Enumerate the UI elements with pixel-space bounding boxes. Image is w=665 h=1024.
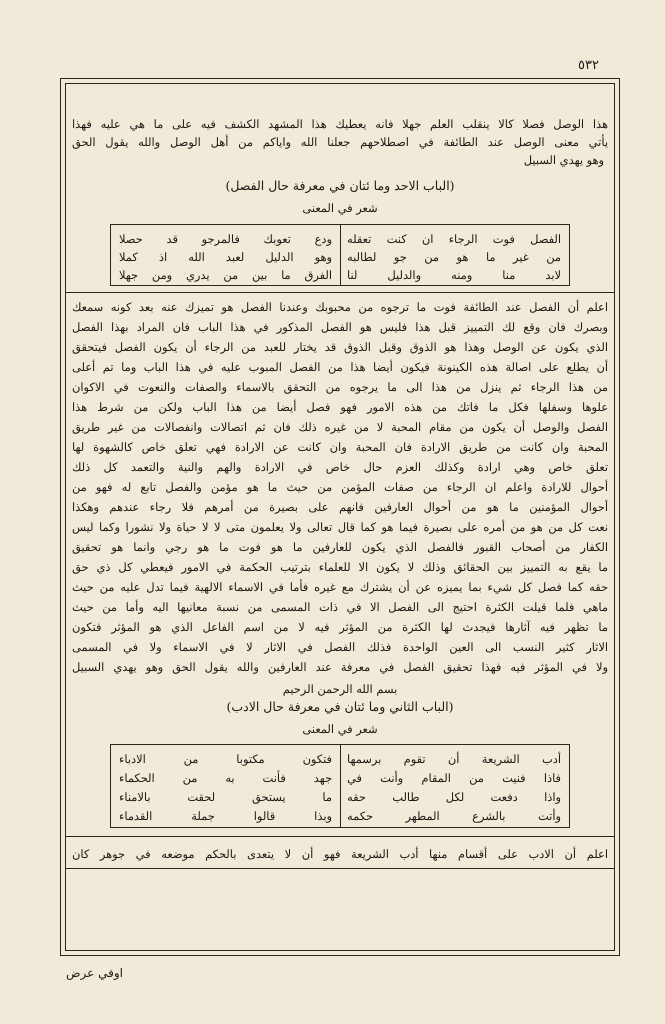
body-line: نعت كل من هو من أمره على بصيرة فيما هو كما قال تعالى ولا يعلمون متى لا لا حياة ولا نشورا وكما ليس (72, 520, 608, 534)
chapter-202-verse-label: شعر في المعنى (302, 722, 378, 736)
body-line: علوها وسفلها فكل ما فاتك من هذه الامور فهو فصل أيضا من هذا الباب ولكن من شرط هذا (72, 400, 608, 414)
poem-2-verse: جهد فأنت به من الحكماء (119, 771, 332, 785)
poem-1-verse: الفرق ما بين من يدري ومن جهلا (119, 268, 332, 282)
poem-2-verse: واذا دفعت لكل طالب حقه (347, 790, 561, 804)
body-line: الاثار كثير النسب الى العين الواحدة فذلك الفصل في الاثار لا في الاسماء ولا في المسمى (72, 640, 608, 654)
poem-2-verse: وأتت بالشرع المطهر حكمه (347, 809, 561, 823)
poem-1-box (110, 224, 570, 286)
poem-2-verse: ما يستحق لحقت بالامناء (119, 790, 332, 804)
intro-line-1: هذا الوصل فصلا كالا ينقلب العلم جهلا فانه يعطيك هذا المشهد الكشف فيه على ما هي عليه فهذا (72, 117, 608, 131)
poem-2-box (110, 744, 570, 828)
poem-2-left-column (111, 745, 340, 827)
section-rule (66, 868, 614, 869)
body-line: ماهي فلما قيلت الكثرة احتيج الى الفصل الا في ذات المسمى من نسبة معانيها اليه وأما من حيث (72, 600, 608, 614)
body-line: اعلم أن الفصل عند الطائفة فوت ما ترجوه من محبوبك وعندنا الفصل هو تميزك عنه بعد كونه سمعك (72, 300, 608, 314)
text-frame-inner (65, 83, 615, 951)
poem-2-verse: فاذا فنيت من المقام وأنت في (347, 771, 561, 785)
body-line: ما تظهر فيه آثارها فيجدث لها الكثرة من المؤثر فيه لا من اسم الفاعل الذي هو المؤثر فتكون (72, 620, 608, 634)
body-line: تعلق خاص وهي ارادة وكذلك العزم حال خاص في الارادة والهم والنية والتعمد كل ذلك (72, 460, 608, 474)
poem-1-verse: وهو الدليل لعبد الله اذ كملا (119, 250, 332, 264)
poem-1-left-column (111, 225, 340, 285)
body-line: الفصل والوصل أن يكون من مقام المحبة لا من غيره ذلك فان ثم اتصالات وانفصالات من غير طريق (72, 420, 608, 434)
body-line: أحوال للارادة واعلم ان الرجاء من صفات المؤمن من حيث ما هو مؤمن والفصل تابع له فهو من (72, 480, 608, 494)
intro-line-2: يأتي معنى الوصل عند الطائفة في اصطلاحهم جعلنا الله واياكم من أهل الوصل والله يقول الحق (72, 135, 608, 149)
body-line: وبصرك فان وقع لك التمييز قبل هذا فليس هو الفصل المذكور في هذا الباب فان المراد بهذا الفصل (72, 320, 608, 334)
poem-2-divider (340, 745, 341, 827)
poem-2-right-column (339, 745, 569, 827)
section-rule (66, 292, 614, 293)
body-line: من هذا الرجاء ثم ينزل من هذا الى ما يرجوه من التحقق بالاسماء والصفات والنعوت في الاكوان (72, 380, 608, 394)
section-rule (66, 836, 614, 837)
poem-1-verse: لابد منا ومنه والدليل لنا (347, 268, 561, 282)
body-line: المحبة وان كانت من طريق الارادة فان المحبة وان كانت عن الارادة فهي تعلق خاص كالشهوة لها (72, 440, 608, 454)
body-line: أحوال المؤمنين ما هو من أحوال العارفين فانهم على بصيرة من أمرهم فلا رجاء عندهم وهكذا (72, 500, 608, 514)
poem-1-right-column (339, 225, 569, 285)
body-line: أن يطلع على اصالة هذه الكينونة فيكون أيضا هذا من الفصل المبوب عليه في هذا الباب وما تم أعلى (72, 360, 608, 374)
body-line: الكفار من أصحاب القبور فالفصل الذي يكون للعارفين ما هو فوت ما هو رجي وانما هو تحقيق (72, 540, 608, 554)
poem-2-verse: أدب الشريعة أن تقوم برسمها (347, 752, 561, 766)
body-line: الذي يكون عن الوصل وهذا هو الذوق وقبل الذوق قد يختار للعبد من الرجاء أن يكون الفصل فيتحقق (72, 340, 608, 354)
poem-1-divider (340, 225, 341, 285)
catchword: اوفي عرض (66, 966, 123, 980)
body-line: ولا في المؤثر فيه فهذا تحقيق الفصل في معرفة عند العارفين والله يقول الحق وهو يهدي السبيل (72, 660, 608, 674)
intro-line-3: وهو يهدي السبيل (523, 153, 604, 167)
body-line: حقه كما فصل كل شيء بما يميزه عن أن يشترك مع غيره فأما في الاسماء الالهية فيما تدل عليه من حيث (72, 580, 608, 594)
footer-line: اعلم أن الادب على أقسام منها أدب الشريعة فهو أن لا يتعدى بالحكم موضعه في جوهر كان (72, 847, 608, 861)
body-line: ما يقع به التمييز بين الحقائق وذلك لا يكون الا للعلماء بترتيب الحكمة في الامور فيعطي كل ذي حق (72, 560, 608, 574)
poem-1-verse: ودع تعوبك فالمرجو قد حصلا (119, 232, 332, 246)
chapter-201-verse-label: شعر في المعنى (302, 201, 378, 215)
poem-1-verse: من غير ما هو من جو لطالبه (347, 250, 561, 264)
page-number: ٥٣٢ (578, 58, 599, 73)
basmala: بسم الله الرحمن الرحيم (282, 682, 398, 696)
chapter-202-title: (الباب الثاني وما ئتان في معرفة حال الادب) (226, 699, 454, 714)
poem-1-verse: الفصل فوت الرجاء ان كنت تعقله (347, 232, 561, 246)
chapter-201-title: (الباب الاحد وما ئتان في معرفة حال الفصل) (225, 178, 455, 193)
text-frame (60, 78, 620, 956)
poem-2-verse: وبذا قالوا جملة القدماء (119, 809, 332, 823)
poem-2-verse: فتكون مكتوبا من الادباء (119, 752, 332, 766)
